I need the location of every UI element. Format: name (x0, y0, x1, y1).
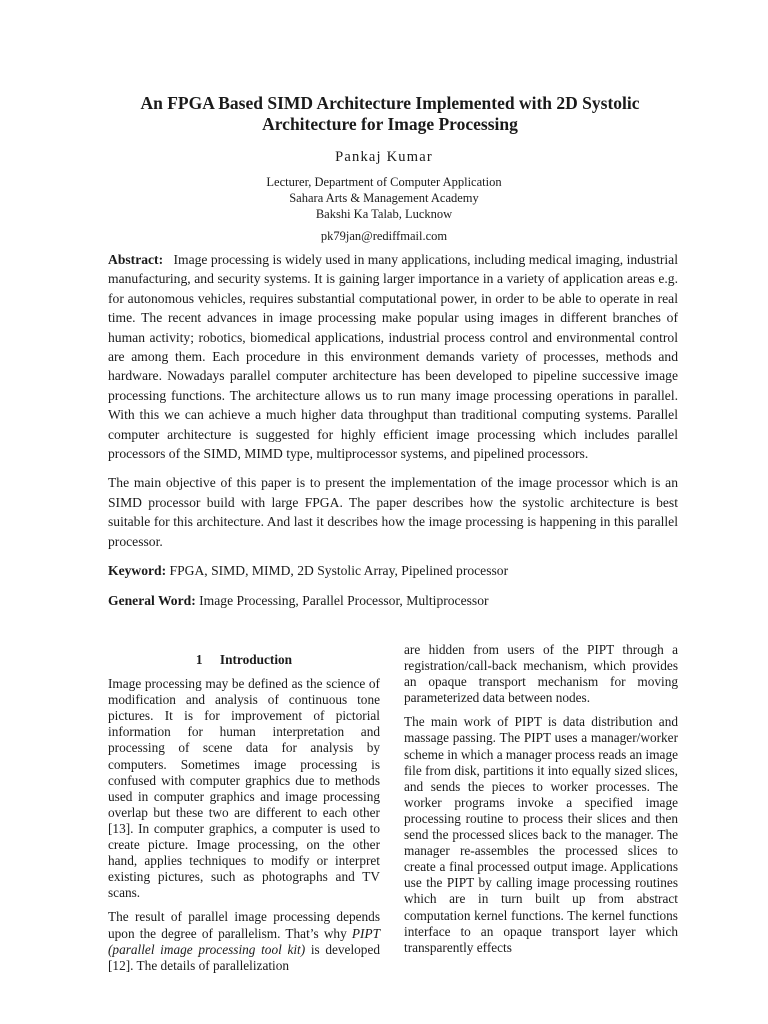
left-column (108, 652, 380, 982)
affiliation-line-3: Bakshi Ka Talab, Lucknow (315, 207, 453, 221)
abstract-paragraph-1 (108, 250, 678, 463)
intro-paragraph-2 (108, 909, 380, 973)
right-paragraph-1: are hidden from users of the PIPT through a registration/call-back mechanism, which provides an opaque transport mechanism for moving parameterized data between nodes. (404, 642, 678, 706)
section-number: 1 (195, 652, 203, 667)
keyword-label: Keyword: (108, 563, 167, 579)
general-word-label: General Word: (108, 592, 196, 608)
general-words-line (108, 591, 678, 610)
general-word-text: Image Processing, Parallel Processor, Multiprocessor (199, 592, 489, 608)
keyword-text: FPGA, SIMD, MIMD, 2D Systolic Array, Pipelined processor (169, 563, 509, 579)
abstract-paragraph-2: The main objective of this paper is to present the implementation of the image processor which is an SIMD processor build with large FPGA. The paper describes how the systolic architecture is best suitable for this architecture. And last it describes how the image processing is happening in this parallel processor. (108, 475, 678, 549)
affiliation-line-1: Lecturer, Department of Computer Application (266, 175, 502, 189)
abstract-section (108, 250, 678, 620)
author-email: pk79jan@rediffmail.com (320, 229, 448, 243)
abstract-label: Abstract: (108, 252, 164, 267)
paper-title: An FPGA Based SIMD Architecture Implemented with 2D Systolic Architecture for Image Processing (140, 93, 640, 134)
intro-paragraph-2-end: is developed [12]. The details of parallelization (108, 941, 380, 973)
keywords-line (108, 561, 678, 580)
right-paragraph-2: The main work of PIPT is data distribution and massage passing. The PIPT uses a manager/worker scheme in which a manager process reads an image file from disk, partitions it into equally sized slices, and sends the pieces to worker processes. The worker programs invoke a specified image processing routine to process their slices and then send the processed slices back to the manager. The manager re-assembles the processed slices to create a final processed output image. Applications use the PIPT by calling image processing routines which are in turn built up from abstract computation kernel functions. The kernel functions interface to an opaque transport layer which transparently effects (404, 714, 678, 955)
section-heading (108, 652, 380, 668)
intro-paragraph-1: Image processing may be defined as the science of modification and analysis of continuous tone pictures. It is for improvement of pictorial information for human interpretation and processing of scene data for analysis by computers. Sometimes image processing is confused with computer graphics due to methods used in computer graphics and image processing overlap but these two are different to each other [13]. In computer graphics, a computer is used to create picture. Image processing, on the other hand, applies techniques to modify or interpret existing pictures, such as photographs and TV scans. (108, 676, 380, 901)
author-name: Pankaj Kumar (335, 149, 433, 165)
intro-paragraph-2-start: The result of parallel image processing depends upon the degree of parallelism. That’s why (108, 909, 380, 941)
right-column (404, 642, 678, 964)
section-title: Introduction (219, 652, 293, 667)
affiliation-line-2: Sahara Arts & Management Academy (289, 191, 479, 205)
abstract-text: Image processing is widely used in many applications, including medical imaging, industrial manufacturing, and security systems. It is gaining larger importance in a variety of application areas e.g. for autonomous vehicles, requires substantial computational power, in order to be able to operate in real time. The recent advances in image processing make popular using images in different branches of human activity; robotics, biomedical applications, industrial process control and environmental control are among them. Each procedure in this environment demands variety of processes, methods and hardware. Nowadays parallel computer architecture has been developed to pipeline successive image processing functions. The architecture allows us to run many image processing operations in parallel. With this we can achieve a much higher data throughput than traditional computing systems. Parallel computer architecture is suggested for highly efficient image processing which includes parallel processors of the SIMD, MIMD type, multiprocessor systems, and pipelined processors. (108, 252, 678, 462)
pipt-term: PIPT (parallel image processing tool kit) (108, 925, 380, 957)
author-affiliation (0, 174, 768, 244)
